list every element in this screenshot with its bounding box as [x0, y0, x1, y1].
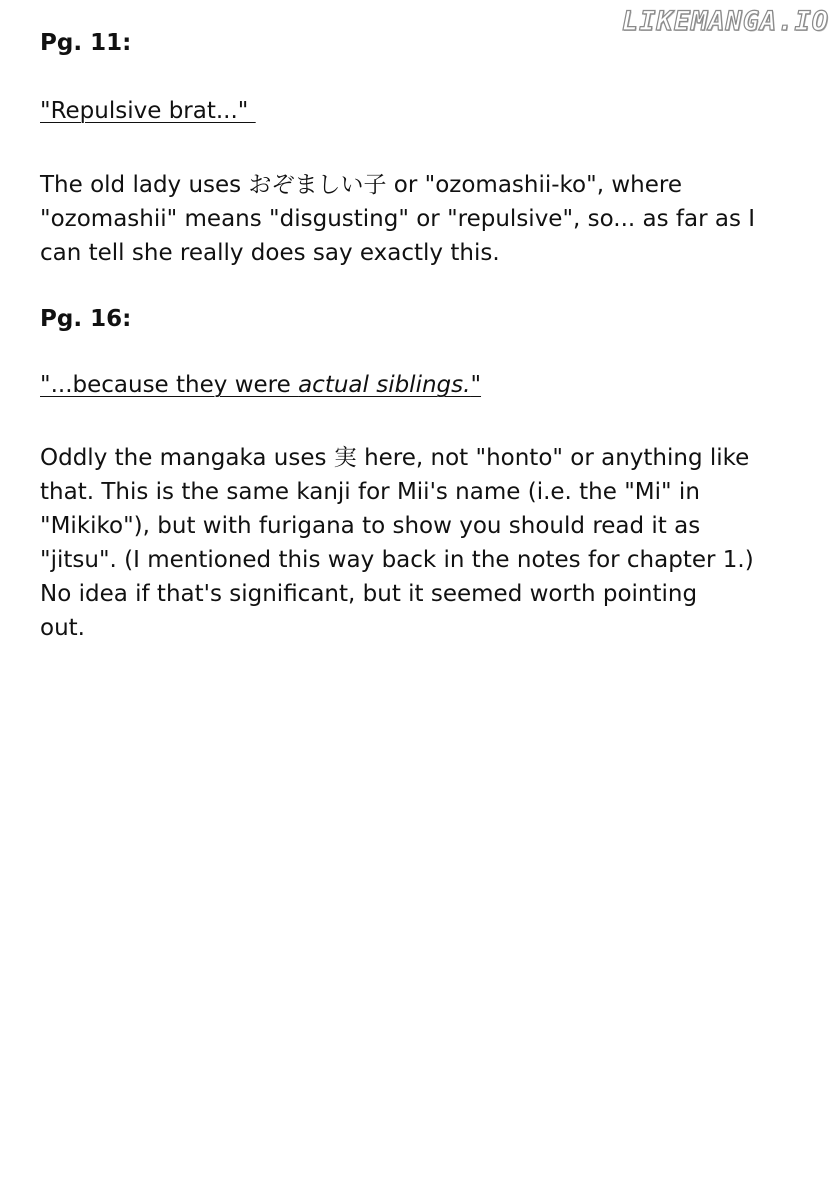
- note-line: "ozomashii" means "disgusting" or "repulsive", so... as far as I: [40, 206, 756, 232]
- note-line: "jitsu". (I mentioned this way back in the notes for chapter 1.): [40, 547, 754, 573]
- quote-text: "...because they were: [40, 372, 299, 398]
- quote-close: ": [470, 372, 482, 398]
- note-line: out.: [40, 615, 85, 641]
- page-16-quote: [40, 372, 481, 398]
- site-watermark: LIKEMANGA.IO: [621, 6, 829, 37]
- page-16-note: [40, 441, 810, 645]
- page-11-note: [40, 168, 810, 270]
- note-line: can tell she really does say exactly this.: [40, 240, 500, 266]
- note-line: The old lady uses おぞましい子 or "ozomashii-ko", where: [40, 172, 682, 198]
- note-line: "Mikiko"), but with furigana to show you should read it as: [40, 513, 701, 539]
- page-11-heading: Pg. 11:: [40, 30, 132, 56]
- page-11-quote: "Repulsive brat...": [40, 98, 256, 124]
- note-line: No idea if that's significant, but it seemed worth pointing: [40, 581, 698, 607]
- quote-emphasis: actual siblings.: [298, 372, 471, 398]
- note-line: that. This is the same kanji for Mii's name (i.e. the "Mi" in: [40, 479, 700, 505]
- page-16-heading: Pg. 16:: [40, 306, 132, 332]
- note-line: Oddly the mangaka uses 実 here, not "honto" or anything like: [40, 445, 750, 471]
